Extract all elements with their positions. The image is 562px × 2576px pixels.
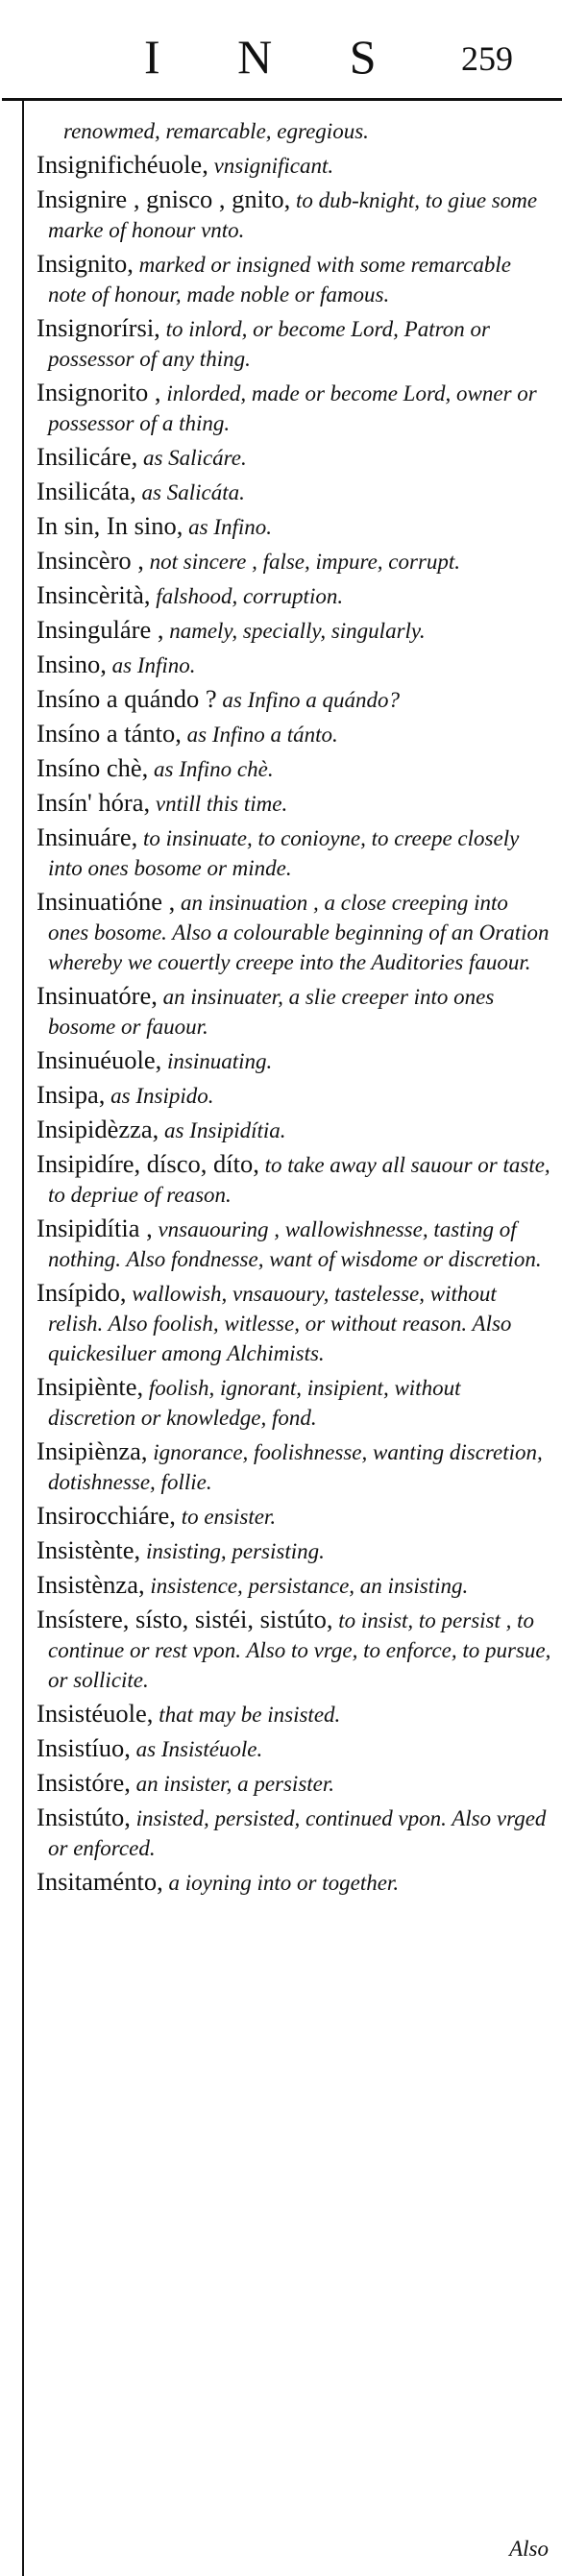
entry-headword: Insíno a quándo ? [37, 684, 217, 713]
entry-headword: Insinuáre, [37, 822, 138, 851]
entry-definition: marked or insigned with some remarcable note of honour, made noble or famous. [48, 253, 511, 307]
entry-headword: Insipidíre, dísco, díto, [37, 1149, 259, 1178]
entry-definition: ignorance, foolishnesse, wanting discretion, dotishnesse, follie. [48, 1440, 543, 1494]
entry-definition: insistence, persistance, an insisting. [144, 1574, 469, 1598]
entry-definition: an insister, a persister. [130, 1772, 335, 1796]
entry-headword: Insinguláre , [37, 615, 164, 644]
header-rule [2, 98, 562, 101]
entry-headword: Insilicáre, [37, 442, 138, 471]
entry-headword: Insinuatóre, [37, 981, 158, 1010]
dictionary-entry [37, 511, 552, 542]
entry-headword: Insístere, sísto, sistéi, sistúto, [37, 1605, 333, 1633]
dictionary-entry [37, 580, 552, 611]
entry-headword: Insincèro , [37, 546, 144, 575]
entry-definition: as Infino chè. [148, 757, 274, 781]
entry-headword: Insinuéuole, [37, 1045, 162, 1074]
dictionary-entry [37, 184, 552, 245]
entry-headword: Insinuatióne , [37, 887, 176, 916]
dictionary-entry [37, 1501, 552, 1532]
column-rule [22, 100, 24, 2576]
entry-headword: Insistóre, [37, 1768, 131, 1797]
dictionary-entry [37, 1535, 552, 1566]
dictionary-entry [37, 615, 552, 646]
entry-definition: an insinuation , a close creeping into ones bosome. Also a colourable beginning of an Oration whereby we couertly creepe into the Auditories fauour. [48, 891, 550, 974]
entry-definition: a ioyning into or together. [162, 1871, 400, 1895]
dictionary-entry [37, 1605, 552, 1695]
running-head: I N S [144, 30, 409, 84]
dictionary-entry [37, 1570, 552, 1601]
dictionary-entry [37, 753, 552, 784]
entry-definition: to insinuate, to conioyne, to creepe closely into ones bosome or minde. [48, 826, 520, 880]
entry-definition: namely, specially, singularly. [163, 619, 426, 643]
entry-headword: Insipidítia , [37, 1214, 153, 1242]
entry-definition: wallowish, vnsauoury, tastelesse, without relish. Also foolish, witlesse, or without reason. Also quickesiluer among Alchimists. [48, 1282, 512, 1365]
entry-headword: Insistènte, [37, 1535, 141, 1564]
entry-definition: insisted, persisted, continued vpon. Also vrged or enforced. [48, 1806, 547, 1860]
entry-headword: Insilicáta, [37, 477, 136, 505]
dictionary-entry [37, 981, 552, 1042]
dictionary-entry [37, 1149, 552, 1210]
entry-list [37, 115, 552, 1901]
dictionary-entry [37, 1372, 552, 1433]
dictionary-entry [37, 1867, 552, 1898]
entry-headword: Insíno a tánto, [37, 719, 182, 748]
dictionary-entry [37, 684, 552, 715]
entry-headword: Insignifichéuole, [37, 150, 208, 179]
entry-definition: to take away all sauour or taste, to depriue of reason. [48, 1153, 550, 1207]
dictionary-entry [37, 1733, 552, 1764]
dictionary-entry [37, 1699, 552, 1730]
dictionary-entry [37, 249, 552, 309]
entry-definition: that may be insisted. [153, 1703, 341, 1727]
dictionary-entry [37, 650, 552, 680]
dictionary-entry [37, 442, 552, 473]
entry-headword: Insipa, [37, 1080, 106, 1109]
dictionary-entry [37, 1080, 552, 1111]
entry-headword: Insíno chè, [37, 753, 149, 782]
entry-definition: as Salicáre. [137, 446, 247, 470]
dictionary-entry [37, 115, 552, 146]
entry-headword: Insistènza, [37, 1570, 145, 1599]
dictionary-entry [37, 1045, 552, 1076]
entry-definition: vntill this time. [150, 792, 288, 816]
entry-headword: Insirocchiáre, [37, 1501, 176, 1530]
entry-definition: vnsignificant. [208, 154, 334, 178]
entry-headword: Insincèrità, [37, 580, 151, 609]
dictionary-entry [37, 887, 552, 977]
dictionary-entry [37, 1803, 552, 1863]
entry-headword: Insignorito , [37, 378, 161, 406]
dictionary-entry [37, 1436, 552, 1497]
entry-definition: inlorded, made or become Lord, owner or possessor of a thing. [48, 381, 537, 435]
entry-definition: insisting, persisting. [140, 1539, 325, 1563]
entry-definition: not sincere , false, impure, corrupt. [143, 550, 461, 574]
dictionary-entry [37, 150, 552, 181]
entry-headword: Insistíuo, [37, 1733, 131, 1762]
entry-definition: as Insistéuole. [130, 1737, 263, 1761]
entry-definition: to ensister. [175, 1505, 277, 1529]
dictionary-entry [37, 313, 552, 374]
dictionary-entry [37, 378, 552, 438]
catchword: Also [509, 2537, 549, 2561]
entry-definition: as Insipido. [105, 1084, 214, 1108]
entry-headword: Insitaménto, [37, 1867, 163, 1896]
entry-definition: as Infino. [106, 653, 196, 677]
dictionary-entry [37, 1214, 552, 1274]
dictionary-entry [37, 546, 552, 577]
page-number: 259 [461, 39, 513, 78]
dictionary-entry [37, 1768, 552, 1799]
entry-headword: In sin, In sino, [37, 511, 183, 540]
entry-definition: falshood, corruption. [150, 584, 344, 608]
dictionary-entry [37, 1115, 552, 1145]
entry-headword: Insípido, [37, 1278, 127, 1307]
entry-headword: Insipidèzza, [37, 1115, 159, 1143]
entry-definition: to dub-knight, to giue some marke of honour vnto. [48, 188, 538, 242]
entry-definition: vnsauouring , wallowishnesse, tasting of nothing. Also fondnesse, want of wisdome or discretion. [48, 1217, 542, 1271]
entry-headword: Insignire , gnisco , gnito, [37, 184, 291, 213]
entry-definition: foolish, ignorant, insipient, without discretion or knowledge, fond. [48, 1376, 461, 1430]
entry-definition: as Insipidítia. [159, 1118, 286, 1142]
entry-definition: as Salicáta. [135, 480, 245, 504]
dictionary-entry [37, 822, 552, 883]
entry-definition: renowmed, remarcable, egregious. [63, 119, 369, 143]
entry-headword: Insignito, [37, 249, 134, 278]
entry-definition: as Infino a tánto. [181, 723, 338, 747]
entry-definition: as Infino a quándo? [216, 688, 401, 712]
entry-headword: Insín' hóra, [37, 788, 151, 817]
entry-definition: insinuating. [161, 1049, 273, 1073]
entry-headword: Insistéuole, [37, 1699, 154, 1728]
entry-headword: Insipiènza, [37, 1436, 148, 1465]
entry-headword: Insistúto, [37, 1803, 131, 1831]
entry-definition: to inlord, or become Lord, Patron or possessor of any thing. [48, 317, 490, 371]
entry-definition: as Infino. [183, 515, 273, 539]
dictionary-entry [37, 719, 552, 749]
entry-headword: Insipiènte, [37, 1372, 144, 1401]
dictionary-entry [37, 1278, 552, 1368]
entry-definition: an insinuater, a slie creeper into ones bosome or fauour. [48, 985, 495, 1039]
dictionary-entry [37, 477, 552, 507]
entry-definition: to insist, to persist , to continue or rest vpon. Also to vrge, to enforce, to pursue, or sollicite. [48, 1608, 551, 1692]
entry-headword: Insignorírsi, [37, 313, 160, 342]
dictionary-entry [37, 788, 552, 819]
entry-headword: Insino, [37, 650, 107, 678]
